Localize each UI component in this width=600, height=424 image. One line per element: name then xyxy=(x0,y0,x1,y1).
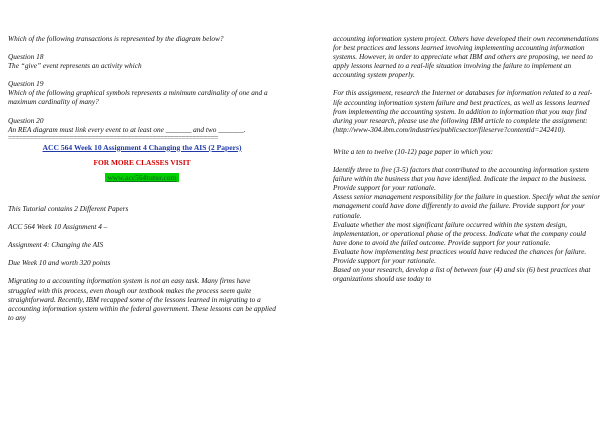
question-18-label: Question 18 xyxy=(8,52,44,62)
tutorial-note: This Tutorial contains 2 Different Papers xyxy=(8,204,129,214)
write-instruction: Write a ten to twelve (10-12) page paper in which you: xyxy=(333,146,494,156)
research-paragraph: For this assignment, research the Internet or databases for information related to a real-life accounting information system failure and best practices, as well as lessons learned from implementing the accounting system. In addition to information that you may find during your research, please use the following IBM article to complete the assignment: (http://www-304.ibm.com/industries/publicsector/fileserve?contentid=242410). xyxy=(333,88,593,134)
due-text: Due Week 10 and worth 320 points xyxy=(8,258,111,268)
course-link[interactable]: ACC 564 Week 10 Assignment 4 Changing the AIS (2 Papers) xyxy=(42,142,242,152)
continuation-paragraph: accounting information system project. Others have developed their own recommendations for best practices and lessons learned involving implementing accounting information systems. However, in order to appreciate what IBM and others are proposing, we need to apply lessons learned to a real-life situation involving the failure to implement an accounting system properly. xyxy=(333,34,599,80)
question-20-label: Question 20 xyxy=(8,115,44,125)
question-20-text: An REA diagram must link every event to at least one _______ and two _______. xyxy=(8,124,246,134)
more-classes-text: FOR MORE CLASSES VISIT xyxy=(93,157,191,167)
separator-line: ========================================================== xyxy=(8,133,218,142)
assignment-title: Assignment 4: Changing the AIS xyxy=(8,240,104,250)
question-17-text: Which of the following transactions is represented by the diagram below? xyxy=(8,34,224,43)
intro-paragraph: Migrating to a accounting information system is not an easy task. Many firms have struggled with this process, even though our textbook makes the process seem quite straightforward. Recently, IBM recapped some of the lessons learned in migrating to a accounting information system within the federal government. These lessons can be applied to any xyxy=(8,276,276,322)
question-19-label: Question 19 xyxy=(8,79,44,89)
question-19-text: Which of the following graphical symbols represents a minimum cardinality of one and a maximum cardinality of many? xyxy=(8,88,268,107)
assignment-reference: ACC 564 Week 10 Assignment 4 – xyxy=(8,222,108,232)
site-link[interactable]: www.acc564tutor.com xyxy=(107,172,177,182)
question-18-text: The “give” event represents an activity which xyxy=(8,61,142,71)
tasks-list: Identify three to five (3-5) factors that contributed to the accounting information system failure within the business that you have identified. Indicate the impact to the business. Provide support for your rationale. Assess senior management responsibility for the failure in question. Specify what the senior management could have done differently to avoid the failure. Provide support for your rationale. Evaluate whether the most significant failure occurred within the system design, implementation, or operational phase of the process. Indicate what the company could have done to avoid the failed outcome. Provide support for your rationale. Evaluate how implementing best practices would have reduced the chances for failure. Provide support for your rationale. Based on your research, develop a list of between four (4) and six (6) best practices that organizations should use today to xyxy=(333,165,600,284)
right-column xyxy=(333,34,600,283)
left-column xyxy=(8,34,276,322)
